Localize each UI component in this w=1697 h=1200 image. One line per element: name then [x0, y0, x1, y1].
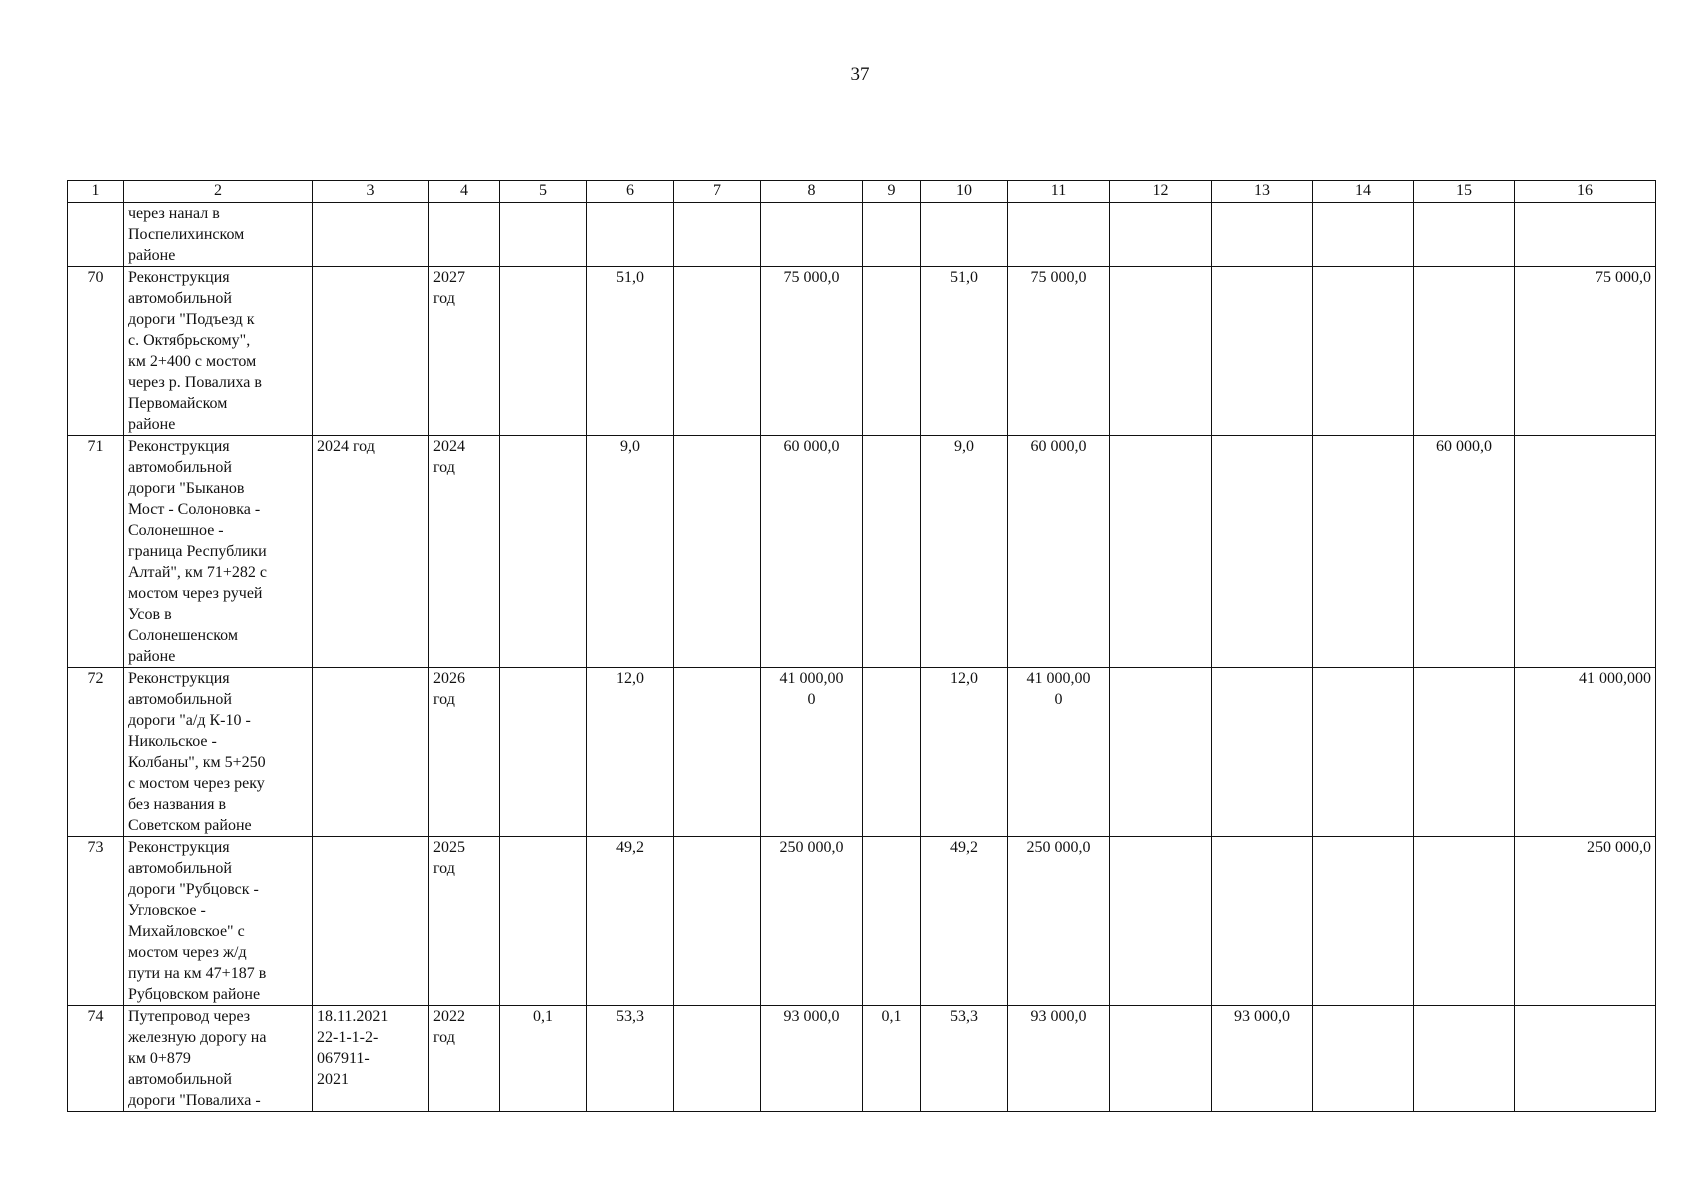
col5-cell	[500, 203, 587, 267]
col10-cell: 12,0	[921, 668, 1008, 837]
column-header: 14	[1313, 181, 1414, 203]
table-row	[68, 668, 1656, 837]
col4-cell	[429, 203, 500, 267]
cell-text-line: 60 000,0	[1030, 438, 1087, 455]
cell-text-line: 41 000,00	[779, 670, 844, 687]
column-header: 11	[1008, 181, 1110, 203]
column-header: 15	[1414, 181, 1515, 203]
col3-cell	[313, 1006, 429, 1112]
col13-cell	[1212, 837, 1313, 1006]
col7-cell	[674, 203, 761, 267]
cell-text-line: 2026	[433, 670, 465, 687]
col16-cell: 41 000,000	[1515, 668, 1656, 837]
object-name-cell	[124, 267, 313, 436]
cell-text-line: автомобильной	[128, 1071, 232, 1088]
col11-cell	[1008, 1006, 1110, 1112]
cell-text-line: 93 000,0	[1030, 1008, 1087, 1025]
cell-text-line: Реконструкция	[128, 269, 230, 286]
column-header: 7	[674, 181, 761, 203]
cell-text-line: 2024 год	[317, 438, 375, 455]
cell-text-line: Рубцовском районе	[128, 986, 261, 1003]
cell-text-line: 0	[807, 691, 816, 708]
col11-cell	[1008, 267, 1110, 436]
cell-text-line: 2027	[433, 269, 465, 286]
cell-text-line: дороги "Повалиха -	[128, 1092, 261, 1109]
col9-cell	[863, 837, 921, 1006]
cell-text-line: дороги "а/д К-10 -	[128, 712, 251, 729]
cell-text-line: год	[433, 290, 455, 307]
column-header: 12	[1110, 181, 1212, 203]
cell-text-line: Путепровод через	[128, 1008, 251, 1025]
cell-text-line: без названия в	[128, 796, 227, 813]
col15-cell: 60 000,0	[1414, 436, 1515, 668]
page-number: 37	[850, 64, 870, 85]
object-name-cell	[124, 668, 313, 837]
cell-text-line: км 2+400 с мостом	[128, 353, 257, 370]
column-header: 3	[313, 181, 429, 203]
cell-text-line: Солонешенском	[128, 627, 238, 644]
col10-cell: 9,0	[921, 436, 1008, 668]
col4-cell	[429, 436, 500, 668]
cell-text-line: граница Республики	[128, 543, 267, 560]
object-name-cell	[124, 436, 313, 668]
cell-text-line: районе	[128, 416, 176, 433]
col10-cell: 51,0	[921, 267, 1008, 436]
cell-text-line: районе	[128, 648, 176, 665]
cell-text-line: Советском районе	[128, 817, 252, 834]
cell-text-line: год	[433, 1029, 455, 1046]
col9-cell	[863, 668, 921, 837]
col16-cell: 250 000,0	[1515, 837, 1656, 1006]
col9-cell	[863, 436, 921, 668]
col7-cell	[674, 668, 761, 837]
cell-text-line: мостом через ж/д	[128, 944, 247, 961]
col16-cell	[1515, 436, 1656, 668]
cell-text-line: с. Октябрьскому",	[128, 332, 251, 349]
col15-cell	[1414, 203, 1515, 267]
cell-text-line: автомобильной	[128, 290, 232, 307]
cell-text-line: Реконструкция	[128, 438, 230, 455]
cell-text-line: автомобильной	[128, 691, 232, 708]
cell-text-line: км 0+879	[128, 1050, 191, 1067]
col12-cell	[1110, 203, 1212, 267]
cell-text-line: с мостом через реку	[128, 775, 265, 792]
cell-text-line: 0	[1054, 691, 1063, 708]
col8-cell	[761, 203, 863, 267]
col4-cell	[429, 267, 500, 436]
col15-cell	[1414, 267, 1515, 436]
col7-cell	[674, 436, 761, 668]
col5-cell	[500, 668, 587, 837]
column-header: 4	[429, 181, 500, 203]
row-number-cell	[68, 203, 124, 267]
col8-cell	[761, 436, 863, 668]
cell-text-line: мостом через ручей	[128, 585, 263, 602]
col15-cell	[1414, 837, 1515, 1006]
col13-cell	[1212, 203, 1313, 267]
cell-text-line: дороги "Рубцовск -	[128, 881, 259, 898]
col3-cell	[313, 668, 429, 837]
col3-cell	[313, 203, 429, 267]
col12-cell	[1110, 837, 1212, 1006]
table-row	[68, 436, 1656, 668]
cell-text-line: Поспелихинском	[128, 226, 245, 243]
cell-text-line: через р. Повалиха в	[128, 374, 262, 391]
col15-cell	[1414, 668, 1515, 837]
col16-cell	[1515, 203, 1656, 267]
col14-cell	[1313, 436, 1414, 668]
column-header: 6	[587, 181, 674, 203]
table-row	[68, 1006, 1656, 1112]
col11-cell	[1008, 436, 1110, 668]
col12-cell	[1110, 668, 1212, 837]
cell-text-line: Михайловское" с	[128, 923, 245, 940]
col14-cell	[1313, 837, 1414, 1006]
col6-cell: 53,3	[587, 1006, 674, 1112]
col5-cell: 0,1	[500, 1006, 587, 1112]
col6-cell: 49,2	[587, 837, 674, 1006]
col10-cell: 53,3	[921, 1006, 1008, 1112]
column-header: 2	[124, 181, 313, 203]
col13-cell	[1212, 267, 1313, 436]
cell-text-line: 22-1-1-2-	[317, 1029, 379, 1046]
table-row	[68, 837, 1656, 1006]
col5-cell	[500, 837, 587, 1006]
object-name-cell	[124, 203, 313, 267]
cell-text-line: Усов в	[128, 606, 172, 623]
col9-cell	[863, 203, 921, 267]
cell-text-line: Угловское -	[128, 902, 206, 919]
col3-cell	[313, 267, 429, 436]
cell-text-line: Алтай", км 71+282 с	[128, 564, 267, 581]
cell-text-line: 2024	[433, 438, 465, 455]
cell-text-line: Первомайском	[128, 395, 228, 412]
cell-text-line: Реконструкция	[128, 670, 230, 687]
col13-cell: 93 000,0	[1212, 1006, 1313, 1112]
column-header: 8	[761, 181, 863, 203]
cell-text-line: 60 000,0	[783, 438, 840, 455]
cell-text-line: год	[433, 860, 455, 877]
cell-text-line: Реконструкция	[128, 839, 230, 856]
cell-text-line: 18.11.2021	[317, 1008, 389, 1025]
col6-cell	[587, 203, 674, 267]
cell-text-line: 75 000,0	[1030, 269, 1087, 286]
col8-cell	[761, 267, 863, 436]
col9-cell: 0,1	[863, 1006, 921, 1112]
col4-cell	[429, 1006, 500, 1112]
col10-cell: 49,2	[921, 837, 1008, 1006]
cell-text-line: через нанал в	[128, 205, 220, 222]
row-number-cell: 73	[68, 837, 124, 1006]
row-number-cell: 72	[68, 668, 124, 837]
col6-cell: 12,0	[587, 668, 674, 837]
cell-text-line: 2025	[433, 839, 465, 856]
col14-cell	[1313, 668, 1414, 837]
column-header: 9	[863, 181, 921, 203]
cell-text-line: пути на км 47+187 в	[128, 965, 267, 982]
cell-text-line: автомобильной	[128, 860, 232, 877]
col13-cell	[1212, 668, 1313, 837]
col5-cell	[500, 436, 587, 668]
col8-cell	[761, 668, 863, 837]
col12-cell	[1110, 1006, 1212, 1112]
data-table	[67, 180, 1656, 1112]
col11-cell	[1008, 837, 1110, 1006]
col8-cell	[761, 1006, 863, 1112]
table-row	[68, 267, 1656, 436]
col4-cell	[429, 837, 500, 1006]
cell-text-line: Солонешное -	[128, 522, 224, 539]
cell-text-line: 067911-	[317, 1050, 370, 1067]
table-row	[68, 203, 1656, 267]
col11-cell	[1008, 203, 1110, 267]
col6-cell: 9,0	[587, 436, 674, 668]
col16-cell: 75 000,0	[1515, 267, 1656, 436]
column-header: 1	[68, 181, 124, 203]
col7-cell	[674, 837, 761, 1006]
col7-cell	[674, 267, 761, 436]
col10-cell	[921, 203, 1008, 267]
object-name-cell	[124, 1006, 313, 1112]
column-header: 16	[1515, 181, 1656, 203]
cell-text-line: 93 000,0	[783, 1008, 840, 1025]
col13-cell	[1212, 436, 1313, 668]
column-header: 10	[921, 181, 1008, 203]
col14-cell	[1313, 203, 1414, 267]
col14-cell	[1313, 1006, 1414, 1112]
cell-text-line: железную дорогу на	[128, 1029, 267, 1046]
cell-text-line: Колбаны", км 5+250	[128, 754, 266, 771]
col12-cell	[1110, 267, 1212, 436]
column-header: 13	[1212, 181, 1313, 203]
col6-cell: 51,0	[587, 267, 674, 436]
row-number-cell: 74	[68, 1006, 124, 1112]
cell-text-line: год	[433, 691, 455, 708]
column-number-header-row	[68, 181, 1656, 203]
cell-text-line: автомобильной	[128, 459, 232, 476]
col16-cell	[1515, 1006, 1656, 1112]
cell-text-line: 75 000,0	[783, 269, 840, 286]
col4-cell	[429, 668, 500, 837]
col7-cell	[674, 1006, 761, 1112]
col15-cell	[1414, 1006, 1515, 1112]
row-number-cell: 70	[68, 267, 124, 436]
col8-cell	[761, 837, 863, 1006]
col5-cell	[500, 267, 587, 436]
col11-cell	[1008, 668, 1110, 837]
cell-text-line: районе	[128, 247, 176, 264]
col3-cell	[313, 837, 429, 1006]
cell-text-line: Мост - Солоновка -	[128, 501, 261, 518]
column-header: 5	[500, 181, 587, 203]
cell-text-line: 41 000,00	[1026, 670, 1091, 687]
cell-text-line: 250 000,0	[779, 839, 844, 856]
cell-text-line: Никольское -	[128, 733, 217, 750]
cell-text-line: 250 000,0	[1026, 839, 1091, 856]
cell-text-line: 2021	[317, 1071, 349, 1088]
row-number-cell: 71	[68, 436, 124, 668]
cell-text-line: дороги "Подъезд к	[128, 311, 255, 328]
cell-text-line: 2022	[433, 1008, 465, 1025]
cell-text-line: дороги "Быканов	[128, 480, 245, 497]
col9-cell	[863, 267, 921, 436]
col12-cell	[1110, 436, 1212, 668]
col14-cell	[1313, 267, 1414, 436]
col3-cell	[313, 436, 429, 668]
object-name-cell	[124, 837, 313, 1006]
cell-text-line: год	[433, 459, 455, 476]
